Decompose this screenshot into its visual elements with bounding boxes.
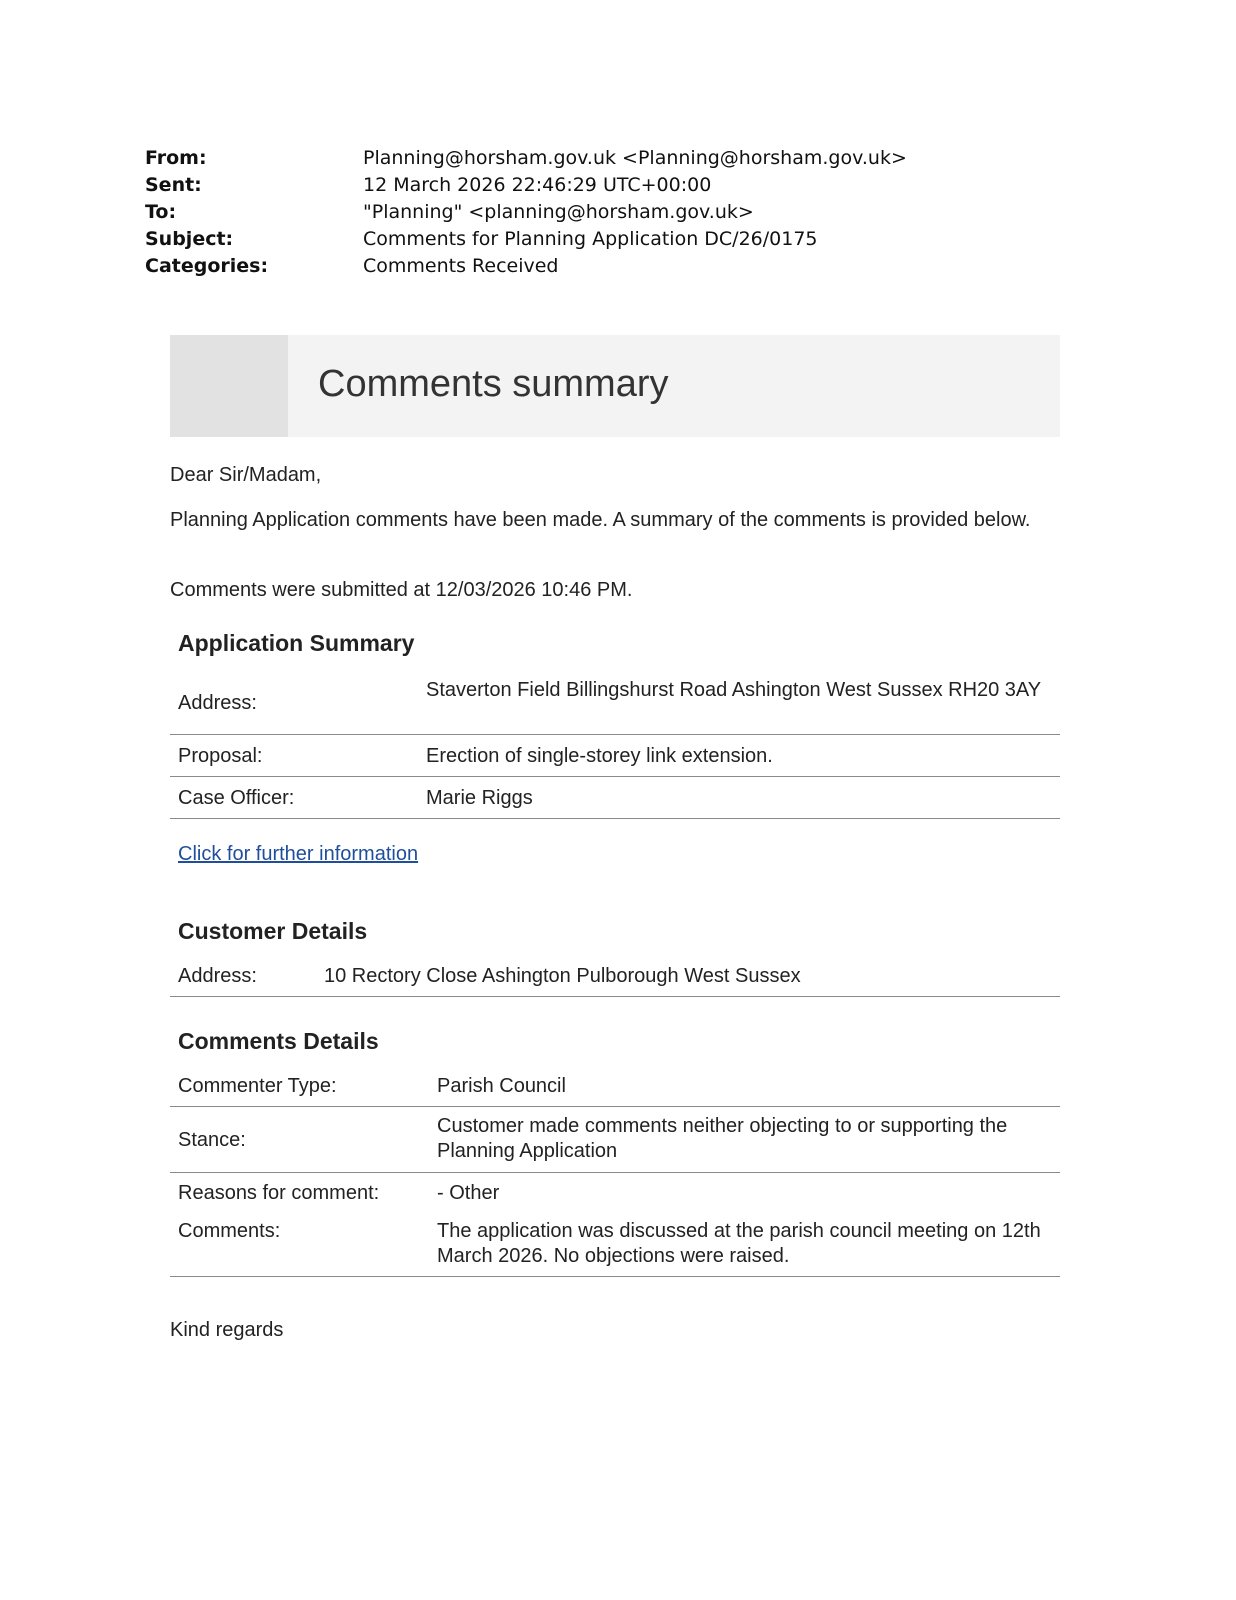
case-officer-value: Marie Riggs [426,787,533,809]
customer-address-value: 10 Rectory Close Ashington Pulborough West Sussex [324,965,801,987]
from-label: From: [145,147,207,169]
categories-label: Categories: [145,255,269,277]
case-officer-label: Case Officer: [178,787,295,809]
customer-address-row [170,957,1060,997]
subject-value: Comments for Planning Application DC/26/0175 [363,228,818,250]
stance-value: Customer made comments neither objecting to or supporting the Planning Application [437,1115,1008,1162]
summary-banner [170,335,1060,437]
stance-row [170,1107,1060,1173]
proposal-row [170,735,1060,777]
subject-label: Subject: [145,228,234,250]
application-summary-heading: Application Summary [178,630,415,656]
comments-label: Comments: [178,1220,281,1242]
stance-label: Stance: [178,1129,246,1151]
commenter-type-row [170,1067,1060,1107]
case-officer-row [170,777,1060,819]
to-value: "Planning" <planning@horsham.gov.uk> [363,201,754,223]
app-address-row [170,672,1060,735]
app-address-label: Address: [178,692,257,714]
proposal-value: Erection of single-storey link extension. [426,745,773,767]
reasons-label: Reasons for comment: [178,1182,380,1204]
banner-side-block [170,335,288,437]
intro-text: Planning Application comments have been made. A summary of the comments is provided below. [170,509,1031,531]
comments-details-heading: Comments Details [178,1028,379,1054]
to-label: To: [145,201,177,223]
customer-details-heading: Customer Details [178,918,368,944]
app-address-value: Staverton Field Billingshurst Road Ashington West Sussex RH20 3AY [426,679,1042,701]
proposal-label: Proposal: [178,745,263,767]
commenter-type-label: Commenter Type: [178,1075,337,1097]
submitted-text: Comments were submitted at 12/03/2026 10:46 PM. [170,579,633,601]
commenter-type-value: Parish Council [437,1075,566,1097]
customer-address-label: Address: [178,965,257,987]
closing-text: Kind regards [170,1319,284,1341]
from-value: Planning@horsham.gov.uk <Planning@horsham.gov.uk> [363,147,907,169]
comments-row [170,1211,1060,1277]
further-information-link[interactable]: Click for further information [178,843,419,865]
reasons-value: - Other [437,1182,500,1204]
banner-title: Comments summary [318,363,669,405]
sent-value: 12 March 2026 22:46:29 UTC+00:00 [363,174,712,196]
sent-label: Sent: [145,174,202,196]
reasons-row [170,1173,1060,1211]
comments-value: The application was discussed at the parish council meeting on 12th March 2026. No objections were raised. [437,1220,1041,1267]
email-header [145,143,1045,283]
greeting: Dear Sir/Madam, [170,464,322,486]
categories-value: Comments Received [363,255,559,277]
